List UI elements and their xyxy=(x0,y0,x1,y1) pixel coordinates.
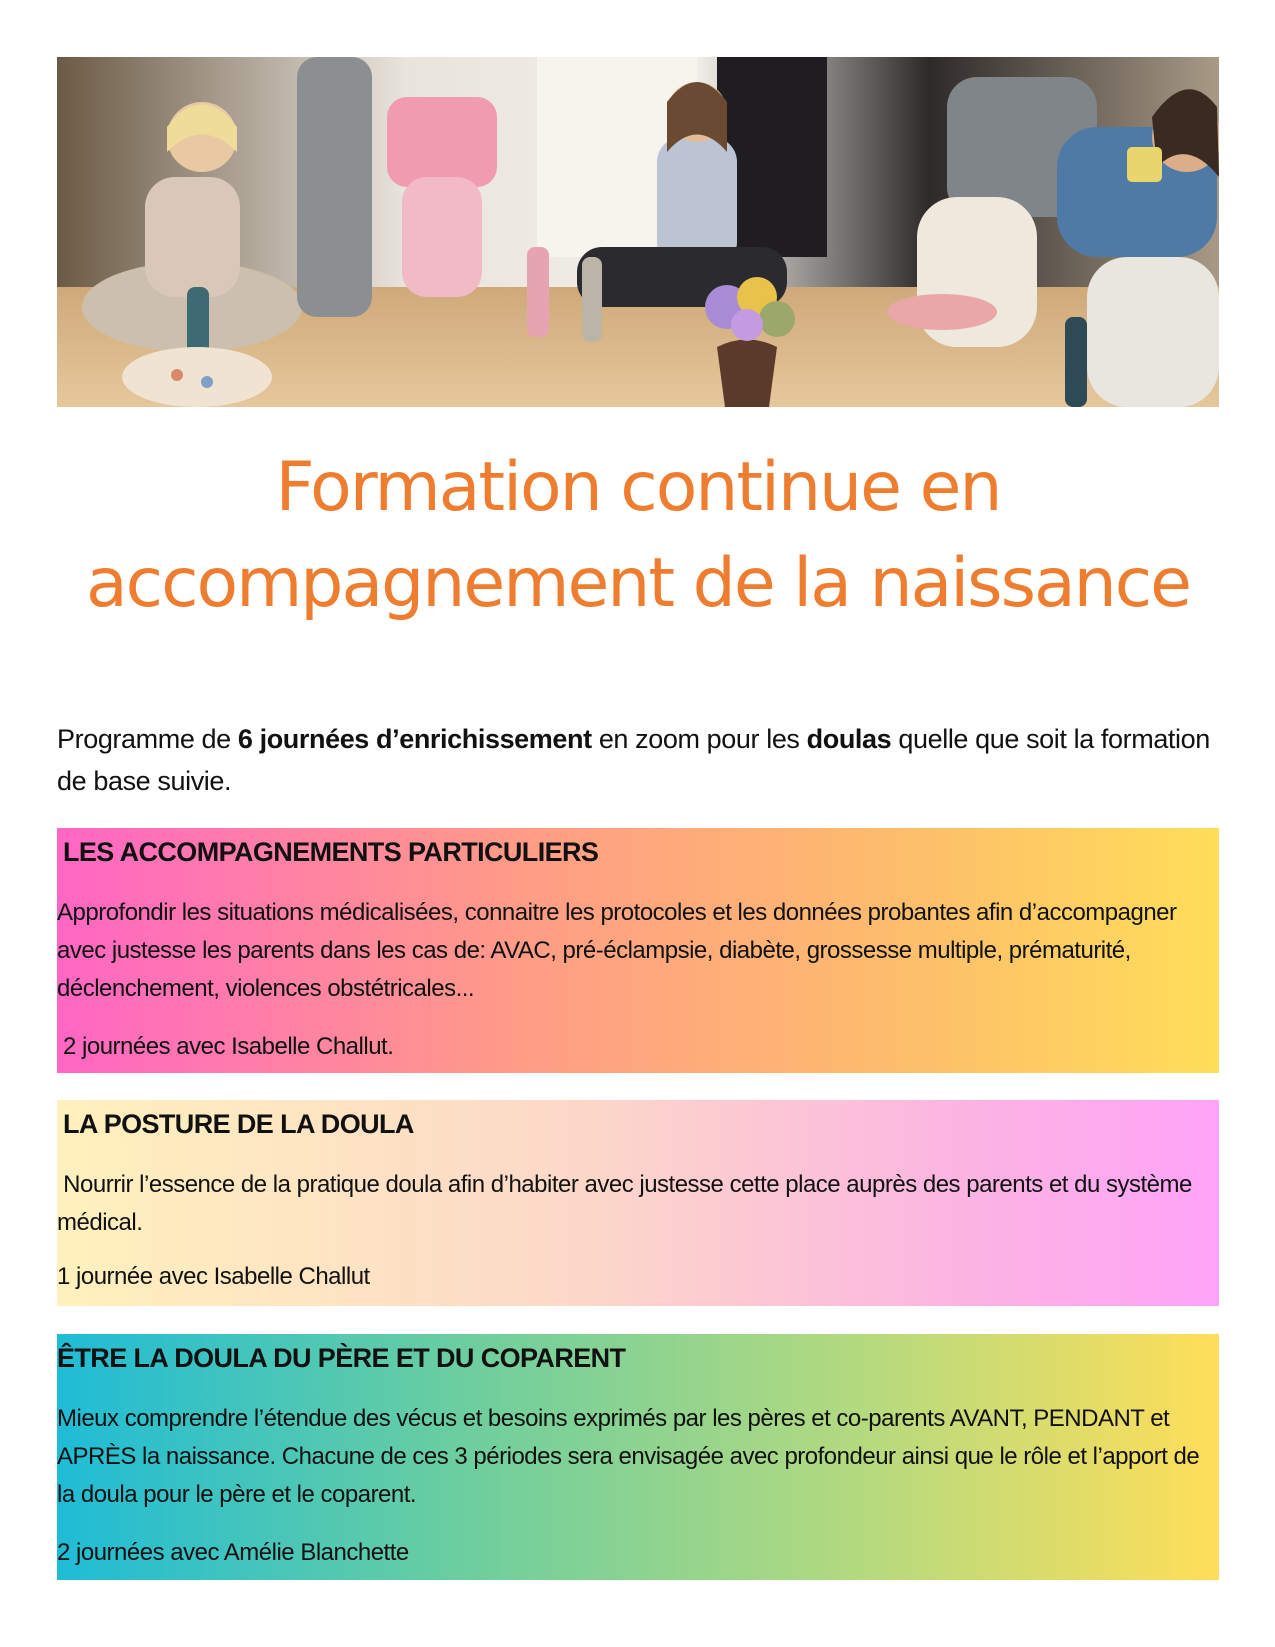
section-duration: 2 journées avec Isabelle Challut. xyxy=(63,1033,394,1060)
section-duration: 2 journées avec Amélie Blanchette xyxy=(57,1539,409,1566)
section-heading: LES ACCOMPAGNEMENTS PARTICULIERS xyxy=(63,837,599,867)
section-heading: LA POSTURE DE LA DOULA xyxy=(63,1109,414,1139)
section-description: Approfondir les situations médicalisées, connaitre les protocoles et les données probantes afin d’accompagner avec justesse les parents dans les cas de: AVAC, pré-éclampsie, diabète, grossesse multiple, prématurité, déclenchement, violences obstétricales... xyxy=(57,899,1177,1002)
section-duration: 1 journée avec Isabelle Challut xyxy=(57,1263,370,1290)
section-doula-pere-coparent xyxy=(57,1334,1219,1580)
section-heading: ÊTRE LA DOULA DU PÈRE ET DU COPARENT xyxy=(57,1343,626,1373)
intro-paragraph xyxy=(57,718,1219,802)
page-title xyxy=(57,440,1219,632)
section-posture-doula xyxy=(57,1100,1219,1306)
header-photo xyxy=(57,57,1219,407)
intro-text-2: en zoom pour les xyxy=(591,724,807,754)
section-description: Mieux comprendre l’étendue des vécus et besoins exprimés par les pères et co-parents AVANT, PENDANT et APRÈS la naissance. Chacune de ces 3 périodes sera envisagée avec profondeur ainsi que le rôle et l’apport de la doula pour le père et le coparent. xyxy=(57,1405,1200,1508)
title-line-2: accompagnement de la naissance xyxy=(86,544,1190,623)
group-workshop-photo xyxy=(57,57,1219,407)
intro-bold-days: 6 journées d’enrichissement xyxy=(237,724,592,754)
title-line-1: Formation continue en xyxy=(275,448,1001,527)
intro-bold-doulas: doulas xyxy=(806,724,892,754)
section-accompagnements-particuliers xyxy=(57,828,1219,1073)
section-description: Nourrir l’essence de la pratique doula afin d’habiter avec justesse cette place auprès des parents et du système médical. xyxy=(57,1171,1199,1236)
intro-text-1: Programme de xyxy=(57,724,238,754)
intro-text-3: quelle que soit la formation de base suivie. xyxy=(57,724,1210,796)
